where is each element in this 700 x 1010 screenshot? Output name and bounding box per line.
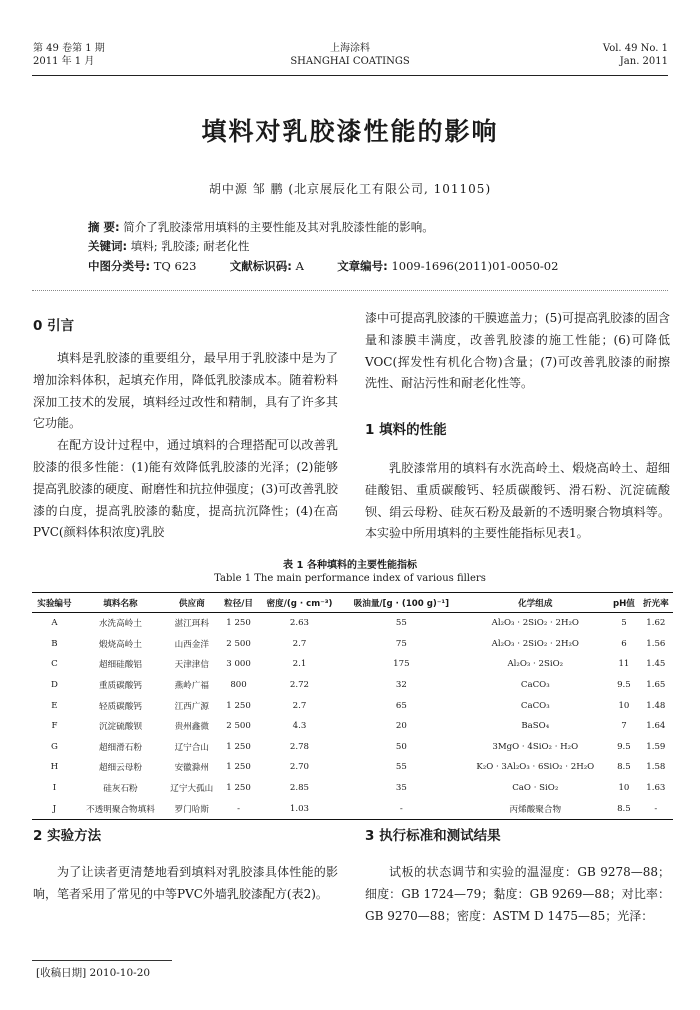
cell-ph: 9.5 <box>617 741 631 752</box>
classification-line <box>88 258 648 274</box>
section-2-body <box>33 862 338 906</box>
cell-density: 2.7 <box>292 638 307 649</box>
cell-ph: 10 <box>618 700 630 711</box>
cell-filler-name: 超细云母粉 <box>98 763 142 774</box>
col-particle-size: 粒径/目 <box>220 593 258 613</box>
cell-particle-size: 2 500 <box>226 721 251 732</box>
cell-supplier: 安徽滁州 <box>174 763 209 774</box>
cell-oil-absorption: - <box>341 798 461 819</box>
table-header-row <box>32 593 673 613</box>
issue-date: 2011 年 1 月 <box>33 56 95 67</box>
cell-particle-size: 1 250 <box>226 741 251 752</box>
cell-supplier: 山西金洋 <box>174 639 209 650</box>
table-1-caption-cn: 表 1 各种填料的主要性能指标 <box>283 560 417 571</box>
keywords <box>88 238 648 254</box>
cell-filler-name: 超细硅酸铝 <box>98 660 142 671</box>
doccode-value: A <box>295 259 304 273</box>
articleno-label: 文章编号: <box>337 259 388 273</box>
cell-sample-id: H <box>50 762 59 773</box>
cell-oil-absorption: 35 <box>395 783 407 794</box>
cell-particle-size: - <box>220 798 258 819</box>
section-1-paragraph-1: 乳胶漆常用的填料有水洗高岭土、煅烧高岭土、超细硅酸铝、重质碳酸钙、轻质碳酸钙、滑石粉、沉淀硫酸钡、绢云母粉、硅灰石粉及最新的不透明聚合物填料等。本实验中所用填料的主要性能指标见表1。 <box>365 461 670 541</box>
article-authors: 胡中源 邹 鹏 (北京展辰化工有限公司, 101105) <box>208 182 492 196</box>
cell-density: 2.1 <box>292 659 307 670</box>
cell-ph: 11 <box>618 659 630 670</box>
col-refractive-index: 折光率 <box>639 593 673 613</box>
filler-performance-table <box>32 592 673 820</box>
cell-filler-name: 重质碳酸钙 <box>98 681 142 692</box>
cell-oil-absorption: 75 <box>395 638 407 649</box>
section-3-body <box>365 862 670 927</box>
table-row <box>32 798 673 819</box>
cell-ph: 6 <box>621 638 627 649</box>
cell-chemical-composition: Al₂O₃ · 2SiO₂ · 2H₂O <box>491 618 579 629</box>
section-0-paragraph-2: 在配方设计过程中，通过填料的合理搭配可以改善乳胶漆的很多性能：(1)能有效降低乳胶漆的光泽；(2)能够提高乳胶漆的硬度、耐磨性和抗拉伸强度；(3)可改善乳胶漆的白度，提高乳胶漆的黏度，提高抗沉降性；(4)在高PVC(颜料体积浓度)乳胶 <box>33 438 339 540</box>
cell-filler-name: 沉淀硫酸钡 <box>98 722 142 733</box>
table-row <box>32 778 673 799</box>
cell-chemical-composition: CaCO₃ <box>520 700 550 711</box>
cell-oil-absorption: 50 <box>395 741 407 752</box>
cell-filler-name: 超细滑石粉 <box>98 742 142 753</box>
cell-refractive-index: 1.64 <box>646 721 666 732</box>
cell-oil-absorption: 55 <box>395 618 407 629</box>
cell-refractive-index: 1.62 <box>646 618 666 629</box>
table-row <box>32 654 673 675</box>
cell-ph: 7 <box>621 721 627 732</box>
cell-particle-size: 3 000 <box>226 659 251 670</box>
col-oil-absorption: 吸油量/[g · (100 g)⁻¹] <box>341 593 461 613</box>
abstract-text: 简介了乳胶漆常用填料的主要性能及其对乳胶漆性能的影响。 <box>123 220 434 234</box>
cell-refractive-index: 1.58 <box>646 762 666 773</box>
cell-sample-id: A <box>51 618 58 629</box>
keywords-label: 关键词: <box>88 239 128 253</box>
cell-chemical-composition: 丙烯酸聚合物 <box>461 798 609 819</box>
cell-filler-name: 水洗高岭土 <box>98 619 142 630</box>
cell-chemical-composition: 3MgO · 4SiO₂ · H₂O <box>492 741 579 752</box>
abstract <box>88 219 648 235</box>
journal-name-cn: 上海涂料 <box>330 43 370 54</box>
cell-density: 2.70 <box>289 762 310 773</box>
cell-density: 2.85 <box>289 783 310 794</box>
cell-supplier: 天津津信 <box>174 660 209 671</box>
cell-density: 4.3 <box>292 721 307 732</box>
section-1-title: 1 填料的性能 <box>365 422 447 438</box>
col-filler-name: 填料名称 <box>77 593 164 613</box>
cell-sample-id: C <box>51 659 58 670</box>
section-2-title: 2 实验方法 <box>33 828 102 844</box>
table-1-caption-en: Table 1 The main performance index of various fillers <box>214 573 486 584</box>
section-0-body <box>33 348 338 544</box>
section-3-paragraph-1: 试板的状态调节和实验的温湿度：GB 9278—88；细度：GB 1724—79；黏度：GB 9269—88；对比率：GB 9270—88；密度：ASTM D 1475—85；光泽： <box>365 865 670 923</box>
clc-value: TQ 623 <box>153 259 197 273</box>
cell-particle-size: 800 <box>230 680 247 691</box>
cell-supplier: 贵州鑫微 <box>174 722 209 733</box>
section-1-body <box>365 458 670 545</box>
cell-refractive-index: 1.56 <box>646 638 666 649</box>
section-0-paragraph-1: 填料是乳胶漆的重要组分，最早用于乳胶漆中是为了增加涂料体积，起填充作用，降低乳胶漆成本。随着粉料深加工技术的发展，填料经过改性和精制，具有了许多其它功能。 <box>33 351 338 431</box>
col-supplier: 供应商 <box>164 593 219 613</box>
cell-density: 1.03 <box>258 798 342 819</box>
cell-oil-absorption: 175 <box>393 659 410 670</box>
cell-particle-size: 1 250 <box>226 618 251 629</box>
col-density: 密度/(g · cm⁻³) <box>258 593 342 613</box>
cell-sample-id: D <box>50 680 58 691</box>
cell-chemical-composition: BaSO₄ <box>521 721 550 732</box>
cell-refractive-index: 1.48 <box>646 700 666 711</box>
cell-oil-absorption: 55 <box>395 762 407 773</box>
cell-particle-size: 1 250 <box>226 700 251 711</box>
issue-date-en: Jan. 2011 <box>619 56 668 67</box>
cell-refractive-index: 1.65 <box>646 680 666 691</box>
footnote-rule <box>32 960 172 961</box>
section-0-title: 0 引言 <box>33 318 75 334</box>
cell-refractive-index: - <box>639 798 673 819</box>
cell-density: 2.72 <box>289 680 310 691</box>
cell-oil-absorption: 32 <box>395 680 407 691</box>
cell-filler-name: 不透明聚合物填料 <box>77 798 164 819</box>
cell-supplier: 辽宁合山 <box>174 742 209 753</box>
col-chemical-composition: 化学组成 <box>461 593 609 613</box>
table-row <box>32 757 673 778</box>
journal-volume-info-en <box>603 42 668 68</box>
cell-chemical-composition: CaCO₃ <box>520 680 550 691</box>
cell-oil-absorption: 65 <box>395 700 407 711</box>
article-title: 填料对乳胶漆性能的影响 <box>201 117 499 146</box>
cell-filler-name: 硅灰石粉 <box>103 784 138 795</box>
cell-ph: 8.5 <box>609 798 639 819</box>
articleno-value: 1009-1696(2011)01-0050-02 <box>391 259 559 273</box>
header-rule <box>32 75 668 76</box>
col-ph: pH值 <box>609 593 639 613</box>
cell-chemical-composition: CaO · SiO₂ <box>512 783 559 794</box>
cell-density: 2.78 <box>289 741 310 752</box>
journal-name <box>0 42 700 68</box>
cell-filler-name: 煅烧高岭土 <box>98 639 142 650</box>
volume-issue-en: Vol. 49 No. 1 <box>602 43 668 54</box>
table-row <box>32 716 673 737</box>
cell-sample-id: J <box>32 798 77 819</box>
cell-supplier: 湛江珥科 <box>174 619 209 630</box>
cell-refractive-index: 1.63 <box>646 783 666 794</box>
cell-particle-size: 2 500 <box>226 638 251 649</box>
cell-density: 2.63 <box>289 618 310 629</box>
cell-chemical-composition: K₂O · 3Al₂O₃ · 6SiO₂ · 2H₂O <box>476 762 595 773</box>
table-body <box>32 613 673 820</box>
table-row <box>32 634 673 655</box>
table-row <box>32 613 673 634</box>
received-date-footnote: [收稿日期] 2010-10-20 <box>36 967 151 979</box>
cell-sample-id: G <box>50 741 58 752</box>
table-row <box>32 737 673 758</box>
section-2-paragraph-1: 为了让读者更清楚地看到填料对乳胶漆具体性能的影响，笔者采用了常见的中等PVC外墙乳胶漆配方(表2)。 <box>33 865 338 901</box>
cell-particle-size: 1 250 <box>226 783 251 794</box>
cell-oil-absorption: 20 <box>395 721 407 732</box>
cell-ph: 10 <box>618 783 630 794</box>
section-0-paragraph-2-cont: 漆中可提高乳胶漆的干膜遮盖力；(5)可提高乳胶漆的固含量和漆膜丰满度，改善乳胶漆的施工性能；(6)可降低VOC(挥发性有机化合物)含量；(7)可改善乳胶漆的耐擦洗性、耐沾污性和耐老化性等。 <box>365 311 671 391</box>
cell-sample-id: B <box>51 638 58 649</box>
journal-name-en: SHANGHAI COATINGS <box>290 56 410 67</box>
cell-sample-id: I <box>52 783 57 794</box>
cell-ph: 8.5 <box>617 762 631 773</box>
table-row <box>32 675 673 696</box>
cell-supplier: 江西广源 <box>174 701 209 712</box>
cell-supplier: 燕岭广福 <box>174 681 209 692</box>
cell-ph: 9.5 <box>617 680 631 691</box>
clc-label: 中图分类号: <box>88 259 151 273</box>
cell-particle-size: 1 250 <box>226 762 251 773</box>
meta-divider <box>32 290 668 291</box>
cell-ph: 5 <box>621 618 627 629</box>
table-row <box>32 695 673 716</box>
cell-chemical-composition: Al₂O₃ · 2SiO₂ · 2H₂O <box>491 638 579 649</box>
cell-sample-id: E <box>51 700 58 711</box>
abstract-label: 摘 要: <box>88 220 120 234</box>
doccode-label: 文献标识码: <box>229 259 292 273</box>
cell-supplier: 罗门哈斯 <box>164 798 219 819</box>
cell-sample-id: F <box>51 721 58 732</box>
volume-issue: 第 49 卷第 1 期 <box>33 43 105 54</box>
keywords-text: 填料; 乳胶漆; 耐老化性 <box>130 239 250 253</box>
cell-refractive-index: 1.59 <box>646 741 666 752</box>
section-3-title: 3 执行标准和测试结果 <box>365 828 501 844</box>
cell-refractive-index: 1.45 <box>646 659 666 670</box>
cell-chemical-composition: Al₂O₃ · 2SiO₂ <box>507 659 564 670</box>
section-0-continued <box>365 308 670 395</box>
cell-density: 2.7 <box>292 700 307 711</box>
cell-supplier: 辽宁大孤山 <box>170 784 214 795</box>
col-sample-id: 实验编号 <box>32 593 77 613</box>
cell-filler-name: 轻质碳酸钙 <box>98 701 142 712</box>
